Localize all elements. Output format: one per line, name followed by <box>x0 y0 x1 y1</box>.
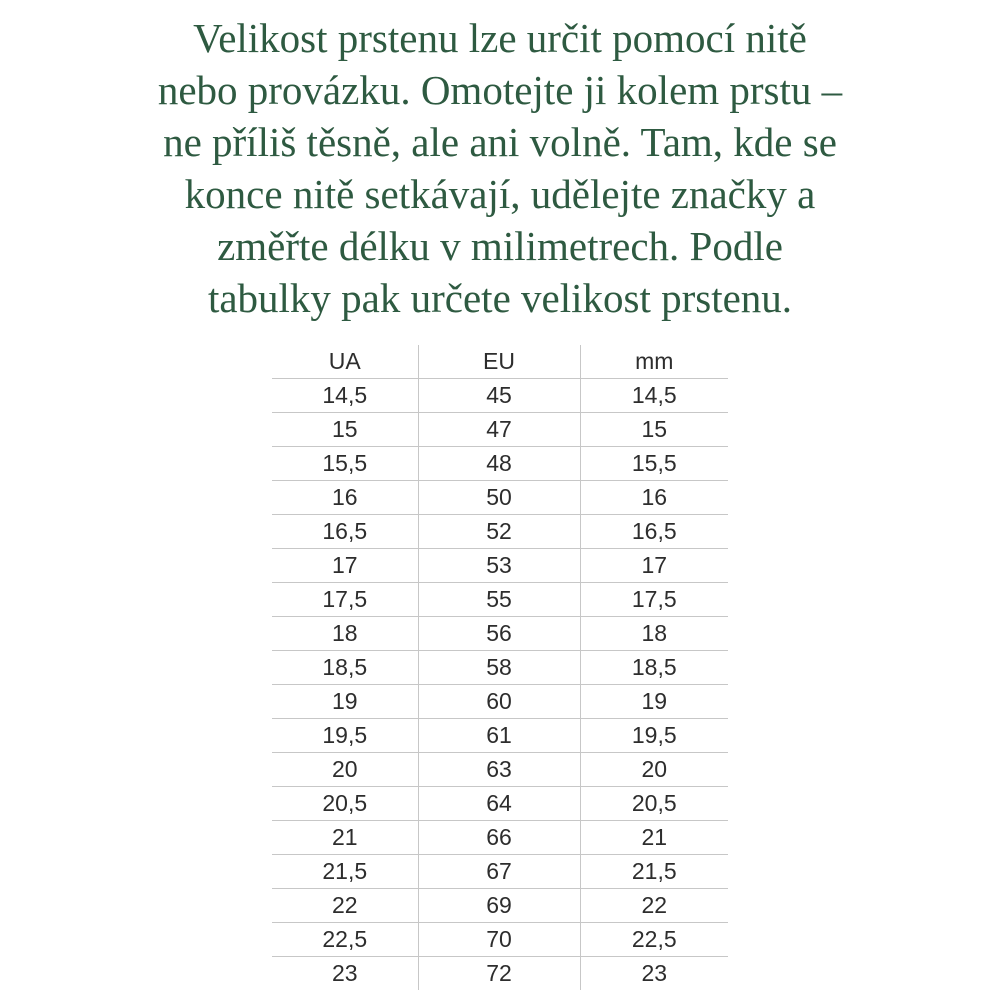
table-cell: 21,5 <box>272 855 418 889</box>
table-cell: 20 <box>580 753 728 787</box>
table-row <box>272 923 728 957</box>
table-cell: 58 <box>418 651 580 685</box>
table-body <box>272 379 728 991</box>
table-cell: 22 <box>272 889 418 923</box>
table-row <box>272 753 728 787</box>
table-cell: 63 <box>418 753 580 787</box>
table-cell: 64 <box>418 787 580 821</box>
table-cell: 19,5 <box>272 719 418 753</box>
intro-line-5: změřte délku v milimetrech. Podle <box>217 223 783 269</box>
table-cell: 47 <box>418 413 580 447</box>
table-cell: 22,5 <box>580 923 728 957</box>
table-cell: 17 <box>580 549 728 583</box>
table-cell: 18,5 <box>580 651 728 685</box>
intro-line-6: tabulky pak určete velikost prstenu. <box>207 275 793 321</box>
table-cell: 19,5 <box>580 719 728 753</box>
table-cell: 72 <box>418 957 580 991</box>
intro-line-2: nebo provázku. Omotejte ji kolem prstu – <box>157 67 843 113</box>
table-row <box>272 651 728 685</box>
table-row <box>272 617 728 651</box>
table-cell: 18 <box>272 617 418 651</box>
table-cell: 22 <box>580 889 728 923</box>
table-cell: 53 <box>418 549 580 583</box>
intro-line-3: ne příliš těsně, ale ani volně. Tam, kde se <box>163 119 837 165</box>
table-cell: 50 <box>418 481 580 515</box>
table-cell: 60 <box>418 685 580 719</box>
table-row <box>272 957 728 991</box>
table-cell: 21,5 <box>580 855 728 889</box>
table-cell: 21 <box>580 821 728 855</box>
table-cell: 56 <box>418 617 580 651</box>
table-row <box>272 481 728 515</box>
table-cell: 70 <box>418 923 580 957</box>
table-cell: 67 <box>418 855 580 889</box>
table-header-row <box>272 345 728 379</box>
table-cell: 16,5 <box>580 515 728 549</box>
table-cell: 15,5 <box>272 447 418 481</box>
table-row <box>272 787 728 821</box>
table-cell: 18 <box>580 617 728 651</box>
table-cell: 22,5 <box>272 923 418 957</box>
column-header-mm: mm <box>580 345 728 379</box>
table-cell: 17 <box>272 549 418 583</box>
table-cell: 18,5 <box>272 651 418 685</box>
table-cell: 16,5 <box>272 515 418 549</box>
table-cell: 15 <box>272 413 418 447</box>
table-cell: 55 <box>418 583 580 617</box>
table-cell: 20,5 <box>272 787 418 821</box>
table-cell: 66 <box>418 821 580 855</box>
table-cell: 61 <box>418 719 580 753</box>
table-row <box>272 379 728 413</box>
table-row <box>272 719 728 753</box>
table-cell: 69 <box>418 889 580 923</box>
table-cell: 19 <box>272 685 418 719</box>
table-cell: 15 <box>580 413 728 447</box>
table-row <box>272 413 728 447</box>
column-header-ua: UA <box>272 345 418 379</box>
intro-line-4: konce nitě setkávají, udělejte značky a <box>184 171 816 217</box>
table-cell: 21 <box>272 821 418 855</box>
table-cell: 17,5 <box>580 583 728 617</box>
column-header-eu: EU <box>418 345 580 379</box>
intro-text <box>0 0 1000 324</box>
table-cell: 14,5 <box>272 379 418 413</box>
table-cell: 16 <box>272 481 418 515</box>
table-row <box>272 447 728 481</box>
table-cell: 15,5 <box>580 447 728 481</box>
table-row <box>272 821 728 855</box>
table-row <box>272 583 728 617</box>
table-cell: 45 <box>418 379 580 413</box>
table-row <box>272 889 728 923</box>
table-cell: 48 <box>418 447 580 481</box>
table-cell: 16 <box>580 481 728 515</box>
table-cell: 52 <box>418 515 580 549</box>
table-cell: 23 <box>272 957 418 991</box>
table-cell: 20 <box>272 753 418 787</box>
intro-line-1: Velikost prstenu lze určit pomocí nitě <box>193 15 807 61</box>
ring-size-table <box>272 345 728 990</box>
table-cell: 23 <box>641 960 668 986</box>
table-row <box>272 855 728 889</box>
table-row <box>272 685 728 719</box>
table-row <box>272 515 728 549</box>
table-cell: 19 <box>580 685 728 719</box>
table-row <box>272 549 728 583</box>
table-cell: 17,5 <box>272 583 418 617</box>
table-cell: 20,5 <box>580 787 728 821</box>
table-cell: 14,5 <box>580 379 728 413</box>
